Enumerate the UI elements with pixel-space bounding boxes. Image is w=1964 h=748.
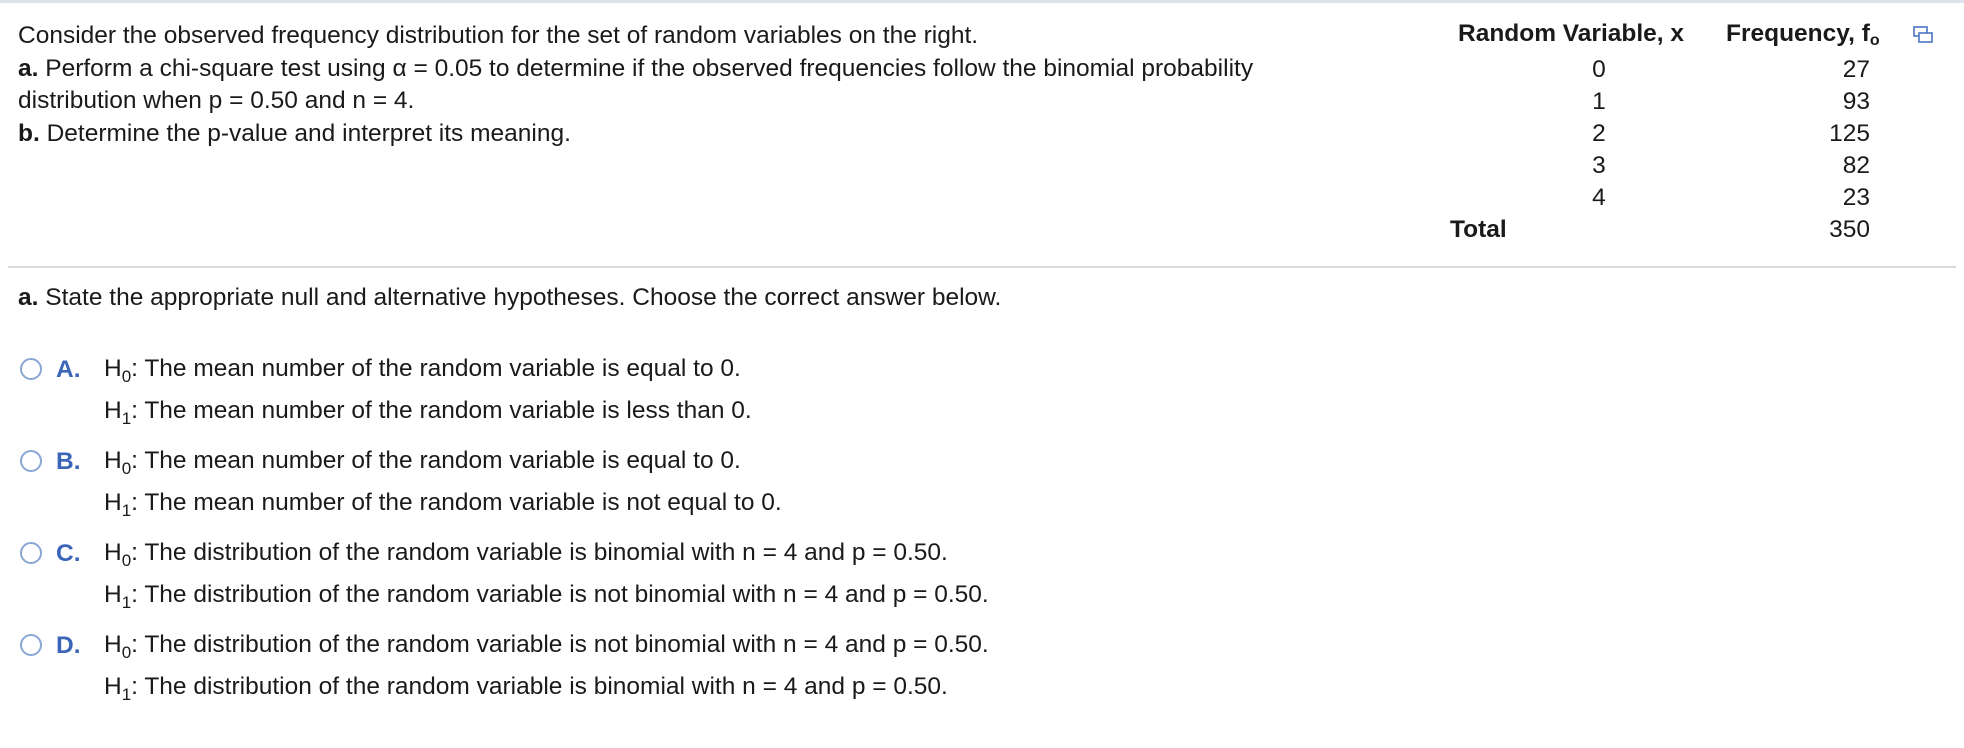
part-b-label: b.	[18, 119, 40, 147]
total-value: 350	[1829, 216, 1870, 243]
table-row	[1440, 182, 1940, 214]
h-subscript: 1	[121, 593, 132, 612]
null-hypothesis-text: : The mean number of the random variable is equal to 0.	[131, 355, 741, 382]
alternative-hypothesis-text: : The mean number of the random variable is less than 0.	[131, 397, 752, 424]
null-hypothesis	[104, 354, 741, 392]
radio-button[interactable]	[20, 542, 42, 564]
h-subscript: 1	[121, 409, 132, 428]
problem-statement	[18, 20, 1378, 150]
h-symbol: H	[104, 673, 122, 700]
header-frequency-label: Frequency, f	[1726, 20, 1870, 47]
table-row-total	[1440, 214, 1940, 246]
option-letter: C.	[56, 540, 81, 567]
question-text: State the appropriate null and alternative hypotheses. Choose the correct answer below.	[38, 284, 1002, 311]
null-hypothesis	[104, 538, 948, 576]
h-subscript: 0	[121, 643, 132, 662]
option-letter: A.	[56, 356, 81, 383]
header-random-variable: Random Variable, x	[1458, 20, 1685, 47]
part-b-text: Determine the p-value and interpret its meaning.	[39, 119, 571, 147]
option-letter: D.	[56, 632, 81, 659]
table-body	[1440, 54, 1940, 214]
h-subscript: 1	[121, 501, 132, 520]
alternative-hypothesis	[104, 396, 752, 434]
cell-x: 3	[1592, 152, 1606, 179]
table-row	[1440, 86, 1940, 118]
cell-frequency: 125	[1829, 120, 1870, 147]
cell-frequency: 82	[1842, 152, 1870, 179]
option-letter: B.	[56, 448, 81, 475]
question-label: a.	[18, 284, 39, 311]
alternative-hypothesis	[104, 580, 989, 618]
alternative-hypothesis-text: : The mean number of the random variable is not equal to 0.	[131, 489, 782, 516]
copy-icon[interactable]	[1913, 26, 1933, 44]
cell-frequency: 27	[1842, 56, 1870, 83]
cell-x: 1	[1592, 88, 1606, 115]
cell-frequency: 93	[1842, 88, 1870, 115]
total-label: Total	[1450, 216, 1507, 243]
frequency-table	[1440, 20, 1940, 246]
radio-button[interactable]	[20, 634, 42, 656]
h-symbol: H	[104, 631, 122, 658]
h-subscript: 1	[121, 685, 132, 704]
h-subscript: 0	[121, 551, 132, 570]
h-subscript: 0	[121, 459, 132, 478]
problem-part-b	[18, 118, 1378, 151]
h-symbol: H	[104, 397, 122, 424]
h-symbol: H	[104, 355, 122, 382]
radio-button[interactable]	[20, 358, 42, 380]
h-symbol: H	[104, 539, 122, 566]
null-hypothesis	[104, 630, 989, 668]
h-symbol: H	[104, 581, 122, 608]
h-symbol: H	[104, 489, 122, 516]
problem-intro: Consider the observed frequency distribution for the set of random variables on the right.	[18, 22, 979, 49]
h-subscript: 0	[121, 367, 132, 386]
cell-frequency: 23	[1842, 184, 1870, 211]
alternative-hypothesis-text: : The distribution of the random variable is not binomial with n = 4 and p = 0.50.	[131, 581, 989, 608]
header-frequency	[1726, 20, 1880, 50]
cell-x: 2	[1592, 120, 1606, 147]
problem-part-a	[18, 53, 1378, 118]
alternative-hypothesis	[104, 488, 782, 526]
null-hypothesis-text: : The distribution of the random variable is not binomial with n = 4 and p = 0.50.	[131, 631, 989, 658]
question-prompt	[18, 282, 1001, 314]
alternative-hypothesis-text: : The distribution of the random variable is binomial with n = 4 and p = 0.50.	[131, 673, 948, 700]
cell-x: 4	[1592, 184, 1606, 211]
part-a-text: Perform a chi-square test using α = 0.05 to determine if the observed frequencies follow the binomial probability distribution when p = 0.50 and n = 4.	[18, 54, 1254, 114]
null-hypothesis-text: : The mean number of the random variable is equal to 0.	[131, 447, 741, 474]
h-symbol: H	[104, 447, 122, 474]
section-divider	[8, 266, 1956, 268]
table-row	[1440, 54, 1940, 86]
top-border	[0, 0, 1964, 3]
alternative-hypothesis	[104, 672, 948, 710]
null-hypothesis-text: : The distribution of the random variable is binomial with n = 4 and p = 0.50.	[131, 539, 948, 566]
null-hypothesis	[104, 446, 741, 484]
header-frequency-subscript: o	[1869, 32, 1880, 49]
radio-button[interactable]	[20, 450, 42, 472]
table-row	[1440, 118, 1940, 150]
table-row	[1440, 150, 1940, 182]
part-a-label: a.	[18, 54, 39, 82]
cell-x: 0	[1592, 56, 1606, 83]
table-header	[1440, 20, 1940, 54]
